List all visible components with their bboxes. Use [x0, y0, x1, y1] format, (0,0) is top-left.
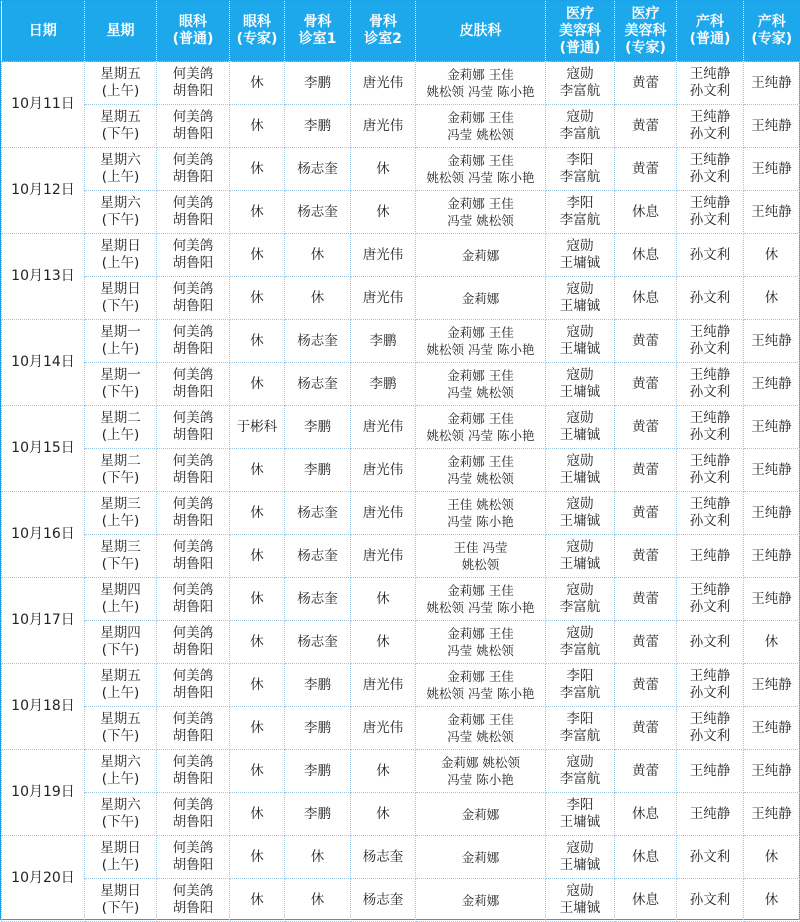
cell-ortho2: 杨志奎	[351, 879, 416, 922]
cell-cosm_expert: 休息	[615, 793, 677, 836]
cell-ortho2: 休	[351, 750, 416, 793]
cell-cosm_expert: 黄蕾	[615, 406, 677, 449]
table-row	[2, 363, 800, 406]
cell-eye_expert: 于彬科	[230, 406, 285, 449]
cell-ortho2: 唐光伟	[351, 62, 416, 105]
cell-obs_expert: 休	[744, 879, 800, 922]
table-row	[2, 621, 800, 664]
cell-cosm_general: 寇勋 王墉铖	[546, 492, 615, 535]
cell-ortho1: 李鹏	[285, 750, 351, 793]
cell-obs_general: 王纯静 孙文利	[677, 148, 744, 191]
cell-cosm_expert: 黄蕾	[615, 105, 677, 148]
cell-ortho1: 杨志奎	[285, 492, 351, 535]
cell-cosm_general: 寇勋 李富航	[546, 105, 615, 148]
cell-obs_expert: 王纯静	[744, 707, 800, 750]
table-row	[2, 578, 800, 621]
cell-ortho1: 李鹏	[285, 62, 351, 105]
cell-cosm_general: 寇勋 李富航	[546, 578, 615, 621]
cell-obs_expert: 王纯静	[744, 578, 800, 621]
cell-eye_expert: 休	[230, 664, 285, 707]
cell-derm: 金莉娜 王佳 冯莹 姚松领	[416, 105, 546, 148]
date-cell: 10月19日	[2, 750, 85, 836]
cell-cosm_expert: 黄蕾	[615, 449, 677, 492]
cell-ortho1: 李鹏	[285, 707, 351, 750]
cell-eye_expert: 休	[230, 879, 285, 922]
cell-eye_general: 何美鸽 胡鲁阳	[157, 664, 230, 707]
cell-weekday: 星期三 (下午)	[85, 535, 157, 578]
cell-obs_general: 王纯静 孙文利	[677, 62, 744, 105]
column-header-ortho1: 骨科 诊室1	[285, 1, 351, 62]
cell-weekday: 星期六 (上午)	[85, 750, 157, 793]
cell-cosm_expert: 黄蕾	[615, 578, 677, 621]
column-header-eye_expert: 眼科 (专家)	[230, 1, 285, 62]
cell-cosm_general: 李阳 李富航	[546, 191, 615, 234]
cell-derm: 金莉娜 王佳 姚松领 冯莹 陈小艳	[416, 62, 546, 105]
cell-weekday: 星期五 (上午)	[85, 62, 157, 105]
cell-weekday: 星期六 (下午)	[85, 191, 157, 234]
cell-cosm_general: 李阳 王墉铖	[546, 793, 615, 836]
column-header-cosm_expert: 医疗 美容科 (专家)	[615, 1, 677, 62]
cell-cosm_general: 寇勋 王墉铖	[546, 836, 615, 879]
date-cell: 10月13日	[2, 234, 85, 320]
cell-cosm_general: 寇勋 李富航	[546, 621, 615, 664]
cell-obs_general: 王纯静	[677, 750, 744, 793]
cell-weekday: 星期六 (上午)	[85, 148, 157, 191]
cell-eye_expert: 休	[230, 277, 285, 320]
cell-cosm_expert: 黄蕾	[615, 707, 677, 750]
cell-ortho1: 杨志奎	[285, 535, 351, 578]
cell-eye_general: 何美鸽 胡鲁阳	[157, 535, 230, 578]
cell-weekday: 星期五 (下午)	[85, 105, 157, 148]
column-header-date: 日期	[2, 1, 85, 62]
cell-eye_expert: 休	[230, 836, 285, 879]
cell-weekday: 星期日 (上午)	[85, 836, 157, 879]
cell-obs_general: 王纯静 孙文利	[677, 449, 744, 492]
cell-ortho2: 唐光伟	[351, 492, 416, 535]
column-header-cosm_general: 医疗 美容科 (普通)	[546, 1, 615, 62]
cell-ortho2: 唐光伟	[351, 664, 416, 707]
cell-obs_expert: 王纯静	[744, 664, 800, 707]
cell-ortho2: 李鹏	[351, 363, 416, 406]
cell-weekday: 星期日 (下午)	[85, 879, 157, 922]
table-row	[2, 191, 800, 234]
cell-eye_general: 何美鸽 胡鲁阳	[157, 277, 230, 320]
cell-ortho2: 休	[351, 578, 416, 621]
table-row	[2, 492, 800, 535]
cell-ortho1: 李鹏	[285, 105, 351, 148]
cell-cosm_expert: 黄蕾	[615, 535, 677, 578]
cell-cosm_expert: 黄蕾	[615, 148, 677, 191]
cell-obs_general: 孙文利	[677, 836, 744, 879]
cell-cosm_expert: 休息	[615, 234, 677, 277]
cell-ortho1: 休	[285, 234, 351, 277]
table-row	[2, 406, 800, 449]
cell-weekday: 星期五 (下午)	[85, 707, 157, 750]
table-row	[2, 320, 800, 363]
cell-obs_general: 王纯静 孙文利	[677, 363, 744, 406]
cell-cosm_expert: 黄蕾	[615, 621, 677, 664]
cell-derm: 金莉娜 王佳 姚松领 冯莹 陈小艳	[416, 664, 546, 707]
cell-weekday: 星期四 (下午)	[85, 621, 157, 664]
table-row	[2, 449, 800, 492]
cell-eye_expert: 休	[230, 621, 285, 664]
cell-derm: 金莉娜 王佳 冯莹 姚松领	[416, 363, 546, 406]
cell-ortho2: 李鹏	[351, 320, 416, 363]
cell-eye_general: 何美鸽 胡鲁阳	[157, 793, 230, 836]
cell-obs_expert: 王纯静	[744, 750, 800, 793]
cell-cosm_general: 寇勋 王墉铖	[546, 535, 615, 578]
cell-ortho1: 杨志奎	[285, 148, 351, 191]
cell-ortho2: 杨志奎	[351, 836, 416, 879]
cell-obs_general: 王纯静 孙文利	[677, 406, 744, 449]
cell-derm: 金莉娜 姚松领 冯莹 陈小艳	[416, 750, 546, 793]
cell-derm: 金莉娜 王佳 姚松领 冯莹 陈小艳	[416, 148, 546, 191]
column-header-ortho2: 骨科 诊室2	[351, 1, 416, 62]
cell-cosm_general: 寇勋 王墉铖	[546, 320, 615, 363]
cell-eye_general: 何美鸽 胡鲁阳	[157, 406, 230, 449]
cell-cosm_general: 寇勋 王墉铖	[546, 449, 615, 492]
cell-obs_expert: 王纯静	[744, 62, 800, 105]
cell-cosm_general: 寇勋 王墉铖	[546, 879, 615, 922]
date-cell: 10月12日	[2, 148, 85, 234]
cell-obs_general: 王纯静 孙文利	[677, 492, 744, 535]
cell-eye_expert: 休	[230, 62, 285, 105]
cell-ortho1: 杨志奎	[285, 320, 351, 363]
cell-derm: 金莉娜	[416, 234, 546, 277]
cell-obs_expert: 王纯静	[744, 406, 800, 449]
cell-eye_expert: 休	[230, 750, 285, 793]
cell-cosm_expert: 黄蕾	[615, 62, 677, 105]
cell-cosm_general: 寇勋 李富航	[546, 750, 615, 793]
cell-weekday: 星期五 (上午)	[85, 664, 157, 707]
cell-obs_general: 王纯静 孙文利	[677, 191, 744, 234]
cell-eye_expert: 休	[230, 535, 285, 578]
cell-weekday: 星期日 (下午)	[85, 277, 157, 320]
cell-obs_expert: 王纯静	[744, 492, 800, 535]
cell-eye_expert: 休	[230, 148, 285, 191]
cell-ortho1: 休	[285, 879, 351, 922]
schedule-table	[1, 1, 800, 922]
column-header-eye_general: 眼科 (普通)	[157, 1, 230, 62]
cell-eye_general: 何美鸽 胡鲁阳	[157, 62, 230, 105]
table-row	[2, 707, 800, 750]
cell-obs_expert: 王纯静	[744, 535, 800, 578]
date-cell: 10月14日	[2, 320, 85, 406]
cell-ortho1: 休	[285, 277, 351, 320]
cell-obs_general: 孙文利	[677, 879, 744, 922]
cell-weekday: 星期四 (上午)	[85, 578, 157, 621]
cell-obs_expert: 王纯静	[744, 148, 800, 191]
cell-eye_expert: 休	[230, 363, 285, 406]
cell-derm: 王佳 姚松领 冯莹 陈小艳	[416, 492, 546, 535]
cell-weekday: 星期一 (上午)	[85, 320, 157, 363]
cell-obs_expert: 休	[744, 234, 800, 277]
date-cell: 10月20日	[2, 836, 85, 922]
cell-derm: 金莉娜 王佳 姚松领 冯莹 陈小艳	[416, 320, 546, 363]
cell-cosm_expert: 黄蕾	[615, 363, 677, 406]
cell-derm: 金莉娜 王佳 冯莹 姚松领	[416, 621, 546, 664]
cell-eye_general: 何美鸽 胡鲁阳	[157, 836, 230, 879]
date-cell: 10月11日	[2, 62, 85, 148]
cell-cosm_expert: 休息	[615, 191, 677, 234]
cell-cosm_expert: 黄蕾	[615, 320, 677, 363]
cell-eye_general: 何美鸽 胡鲁阳	[157, 750, 230, 793]
cell-eye_expert: 休	[230, 578, 285, 621]
cell-eye_general: 何美鸽 胡鲁阳	[157, 234, 230, 277]
cell-ortho1: 杨志奎	[285, 578, 351, 621]
cell-ortho1: 杨志奎	[285, 363, 351, 406]
cell-obs_general: 孙文利	[677, 234, 744, 277]
column-header-derm: 皮肤科	[416, 1, 546, 62]
cell-eye_expert: 休	[230, 793, 285, 836]
cell-obs_general: 王纯静	[677, 793, 744, 836]
cell-derm: 金莉娜 王佳 冯莹 姚松领	[416, 707, 546, 750]
cell-obs_general: 王纯静 孙文利	[677, 664, 744, 707]
cell-obs_expert: 王纯静	[744, 793, 800, 836]
cell-cosm_expert: 休息	[615, 836, 677, 879]
cell-ortho2: 唐光伟	[351, 406, 416, 449]
cell-ortho2: 休	[351, 191, 416, 234]
cell-eye_general: 何美鸽 胡鲁阳	[157, 879, 230, 922]
cell-weekday: 星期三 (上午)	[85, 492, 157, 535]
cell-ortho2: 唐光伟	[351, 707, 416, 750]
cell-derm: 金莉娜 王佳 姚松领 冯莹 陈小艳	[416, 406, 546, 449]
cell-weekday: 星期二 (上午)	[85, 406, 157, 449]
table-row	[2, 664, 800, 707]
cell-ortho1: 李鹏	[285, 793, 351, 836]
cell-cosm_general: 寇勋 李富航	[546, 62, 615, 105]
cell-ortho2: 唐光伟	[351, 535, 416, 578]
cell-obs_expert: 王纯静	[744, 105, 800, 148]
table-row	[2, 793, 800, 836]
cell-derm: 金莉娜	[416, 836, 546, 879]
header-row	[2, 1, 800, 62]
cell-eye_general: 何美鸽 胡鲁阳	[157, 191, 230, 234]
cell-ortho1: 休	[285, 836, 351, 879]
cell-cosm_general: 寇勋 王墉铖	[546, 234, 615, 277]
table-body	[2, 62, 800, 922]
table-row	[2, 535, 800, 578]
cell-cosm_expert: 黄蕾	[615, 750, 677, 793]
cell-obs_general: 王纯静 孙文利	[677, 105, 744, 148]
table-row	[2, 234, 800, 277]
cell-ortho1: 杨志奎	[285, 621, 351, 664]
cell-derm: 金莉娜 王佳 冯莹 姚松领	[416, 191, 546, 234]
cell-eye_expert: 休	[230, 234, 285, 277]
cell-cosm_expert: 黄蕾	[615, 664, 677, 707]
cell-cosm_general: 李阳 李富航	[546, 707, 615, 750]
table-header	[2, 1, 800, 62]
cell-weekday: 星期二 (下午)	[85, 449, 157, 492]
date-cell: 10月16日	[2, 492, 85, 578]
cell-cosm_general: 李阳 李富航	[546, 148, 615, 191]
table-row	[2, 879, 800, 922]
cell-derm: 金莉娜 王佳 冯莹 姚松领	[416, 449, 546, 492]
cell-cosm_general: 寇勋 王墉铖	[546, 363, 615, 406]
table-row	[2, 836, 800, 879]
cell-cosm_expert: 休息	[615, 277, 677, 320]
date-cell: 10月17日	[2, 578, 85, 664]
column-header-obs_general: 产科 (普通)	[677, 1, 744, 62]
table-row	[2, 277, 800, 320]
cell-obs_expert: 王纯静	[744, 449, 800, 492]
cell-eye_expert: 休	[230, 707, 285, 750]
cell-obs_general: 孙文利	[677, 277, 744, 320]
cell-obs_general: 王纯静	[677, 535, 744, 578]
date-cell: 10月15日	[2, 406, 85, 492]
cell-eye_general: 何美鸽 胡鲁阳	[157, 707, 230, 750]
cell-weekday: 星期一 (下午)	[85, 363, 157, 406]
cell-obs_expert: 王纯静	[744, 320, 800, 363]
cell-cosm_expert: 黄蕾	[615, 492, 677, 535]
cell-eye_expert: 休	[230, 492, 285, 535]
cell-obs_expert: 休	[744, 277, 800, 320]
cell-ortho2: 休	[351, 621, 416, 664]
cell-cosm_general: 寇勋 王墉铖	[546, 406, 615, 449]
cell-eye_expert: 休	[230, 191, 285, 234]
column-header-weekday: 星期	[85, 1, 157, 62]
cell-obs_expert: 休	[744, 621, 800, 664]
column-header-obs_expert: 产科 (专家)	[744, 1, 800, 62]
cell-obs_general: 孙文利	[677, 621, 744, 664]
cell-obs_expert: 王纯静	[744, 191, 800, 234]
table-row	[2, 105, 800, 148]
cell-ortho2: 唐光伟	[351, 234, 416, 277]
table-row	[2, 750, 800, 793]
cell-eye_expert: 休	[230, 449, 285, 492]
cell-eye_general: 何美鸽 胡鲁阳	[157, 105, 230, 148]
cell-cosm_expert: 休息	[615, 879, 677, 922]
cell-ortho2: 唐光伟	[351, 105, 416, 148]
cell-obs_general: 王纯静 孙文利	[677, 707, 744, 750]
cell-derm: 金莉娜	[416, 879, 546, 922]
cell-weekday: 星期日 (上午)	[85, 234, 157, 277]
cell-eye_general: 何美鸽 胡鲁阳	[157, 621, 230, 664]
cell-eye_general: 何美鸽 胡鲁阳	[157, 492, 230, 535]
cell-obs_general: 王纯静 孙文利	[677, 578, 744, 621]
cell-cosm_general: 寇勋 王墉铖	[546, 277, 615, 320]
cell-eye_general: 何美鸽 胡鲁阳	[157, 578, 230, 621]
cell-eye_general: 何美鸽 胡鲁阳	[157, 449, 230, 492]
table-row	[2, 62, 800, 105]
cell-ortho1: 李鹏	[285, 664, 351, 707]
cell-ortho1: 李鹏	[285, 449, 351, 492]
table-row	[2, 148, 800, 191]
cell-weekday: 星期六 (下午)	[85, 793, 157, 836]
cell-derm: 王佳 冯莹 姚松领	[416, 535, 546, 578]
cell-derm: 金莉娜 王佳 姚松领 冯莹 陈小艳	[416, 578, 546, 621]
cell-cosm_general: 李阳 李富航	[546, 664, 615, 707]
cell-obs_expert: 休	[744, 836, 800, 879]
cell-eye_general: 何美鸽 胡鲁阳	[157, 148, 230, 191]
cell-obs_expert: 王纯静	[744, 363, 800, 406]
cell-ortho2: 唐光伟	[351, 277, 416, 320]
cell-eye_general: 何美鸽 胡鲁阳	[157, 320, 230, 363]
cell-eye_general: 何美鸽 胡鲁阳	[157, 363, 230, 406]
cell-derm: 金莉娜	[416, 793, 546, 836]
cell-ortho1: 杨志奎	[285, 191, 351, 234]
cell-ortho1: 李鹏	[285, 406, 351, 449]
cell-ortho2: 唐光伟	[351, 449, 416, 492]
cell-obs_general: 王纯静 孙文利	[677, 320, 744, 363]
cell-ortho2: 休	[351, 148, 416, 191]
cell-eye_expert: 休	[230, 320, 285, 363]
cell-derm: 金莉娜	[416, 277, 546, 320]
cell-eye_expert: 休	[230, 105, 285, 148]
date-cell: 10月18日	[2, 664, 85, 750]
cell-ortho2: 休	[351, 793, 416, 836]
